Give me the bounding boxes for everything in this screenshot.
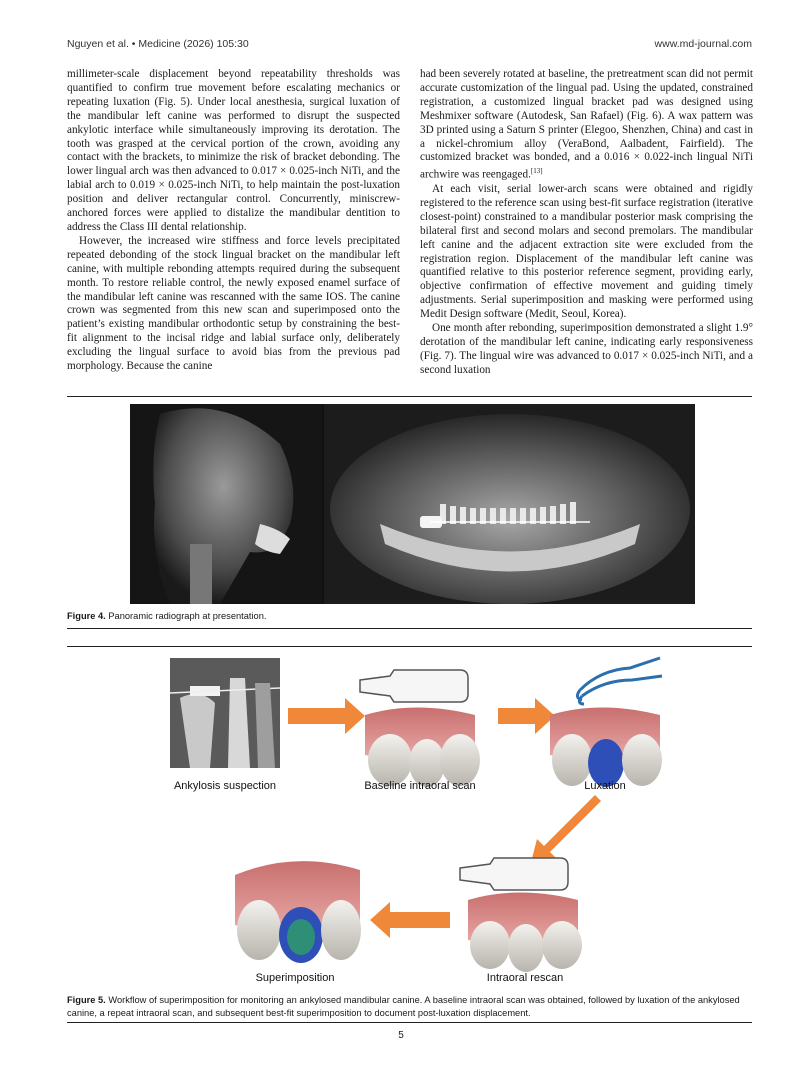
figure-4-caption <box>67 610 752 623</box>
paragraph: had been severely rotated at baseline, the pretreatment scan did not permit accurate customization of the lingual pad. Using the updated, constrained registration, a customized lingual bracket pad was designed using Meshmixer software (Autodesk, San Rafael) (Fig. 6). A wax pattern was 3D printed using a Saturn S printer (Elegoo, Shenzhen, China) and cast in a nickel-chromium alloy (VeraBond, Aalbadent, Fairfield). The customized bracket was bonded, and a 0.016 × 0.022-inch lingual NiTi archwire was reengaged.[13] <box>420 68 753 182</box>
figure-rule <box>67 628 752 629</box>
left-column <box>67 68 400 374</box>
arrow-icon <box>288 698 365 734</box>
rescan-model <box>468 893 582 973</box>
step-label: Superimposition <box>255 972 335 984</box>
figure-5-diagram <box>150 650 670 990</box>
paragraph: One month after rebonding, superimposition demonstrated a slight 1.9° derotation of the mandibular left canine, indicating early responsiveness (Fig. 7). The lingual wire was advanced to 0.017 × 0.025-inch NiTi, and a second luxation <box>420 322 753 376</box>
paragraph: At each visit, serial lower-arch scans were obtained and rigidly registered to the reference scan using best-fit surface registration (iterative closest-point) constrained to a mandibular posterior mask comprising the bilateral first and second molars and second premolars. The mandibular left canine and the adjacent extraction site were excluded from the registration region. Displacement of the mandibular left canine was quantified relative to this posterior reference segment, providing early, objective confirmation of effective movement and guiding timely adjustments. Serial superimposition and masking were performed using Medit Design software (Medit, Seoul, Korea). <box>420 182 753 321</box>
superimposition-model <box>235 861 361 963</box>
arrow-icon <box>530 790 601 866</box>
caption-text: Panoramic radiograph at presentation. <box>108 611 267 621</box>
paragraph: However, the increased wire stiffness and force levels precipitated repeated debonding of the stock lingual bracket on the mandibular left canine, with multiple rebonding attempts required during the subsequent month. To restore reliable control, the newly exposed enamel surface of the mandibular left canine was rescanned with the same IOS. The canine crown was segmented from this new scan and superimposed onto the patient’s existing mandibular orthodontic setup by constraining the best-fit alignment to the incisal ridge and labial surface only, deliberately excluding the lingual surface to avoid bias from the previous pad morphology. Because the canine <box>67 234 400 373</box>
step-label: Baseline intraoral scan <box>364 780 476 792</box>
journal-url[interactable]: www.md-journal.com <box>654 38 752 50</box>
luxation-model <box>550 708 662 788</box>
intraoral-scanner-icon <box>460 858 568 890</box>
ankylosis-radiograph <box>170 658 280 768</box>
figure-rule <box>67 1022 752 1023</box>
running-header <box>67 38 752 52</box>
step-label: Intraoral rescan <box>486 972 564 984</box>
baseline-scan-model <box>365 708 480 788</box>
intraoral-scanner-icon <box>360 670 468 702</box>
page-number: 5 <box>398 1030 404 1041</box>
figure-rule <box>67 646 752 647</box>
figure-5-caption <box>67 994 752 1019</box>
forceps-icon <box>577 658 662 704</box>
arrow-icon <box>370 902 450 938</box>
figure-rule <box>67 396 752 397</box>
right-column <box>420 68 753 378</box>
figure-label: Figure 5. <box>67 995 106 1005</box>
arrow-icon <box>498 698 555 734</box>
figure-4-image <box>130 404 695 604</box>
step-label: Ankylosis suspection <box>173 780 277 792</box>
step-label: Luxation <box>584 780 626 792</box>
paragraph: millimeter-scale displacement beyond repeatability thresholds was quantified to confirm true movement before escalating mechanics or repeating luxation (Fig. 5). Under local anesthesia, surgical luxation of the mandibular left canine was performed to disrupt the suspected ankylotic interface while simultaneously improving its derotation. The tooth was grasped at the cervical portion of the crown, avoiding any contact with the brackets, to minimize the risk of bracket debonding. The lower lingual arch was then advanced to 0.017 × 0.025-inch NiTi, and the labial arch to 0.019 × 0.025-inch NiTi, to help maintain the post-luxation position and deliver rectangular control. Concurrently, miniscrew-anchored forces were applied to distalize the mandibular dentition to address the Class III dental relationship. <box>67 68 400 233</box>
figure-label: Figure 4. <box>67 611 106 621</box>
citation-ref[interactable]: [13] <box>530 167 543 176</box>
header-citation: Nguyen et al. • Medicine (2026) 105:30 <box>67 38 249 50</box>
caption-text: Workflow of superimposition for monitoring an ankylosed mandibular canine. A baseline intraoral scan was obtained, followed by luxation of the ankylosed canine, a repeat intraoral scan, and subsequent best-fit superimposition to document post-luxation displacement. <box>67 995 740 1018</box>
